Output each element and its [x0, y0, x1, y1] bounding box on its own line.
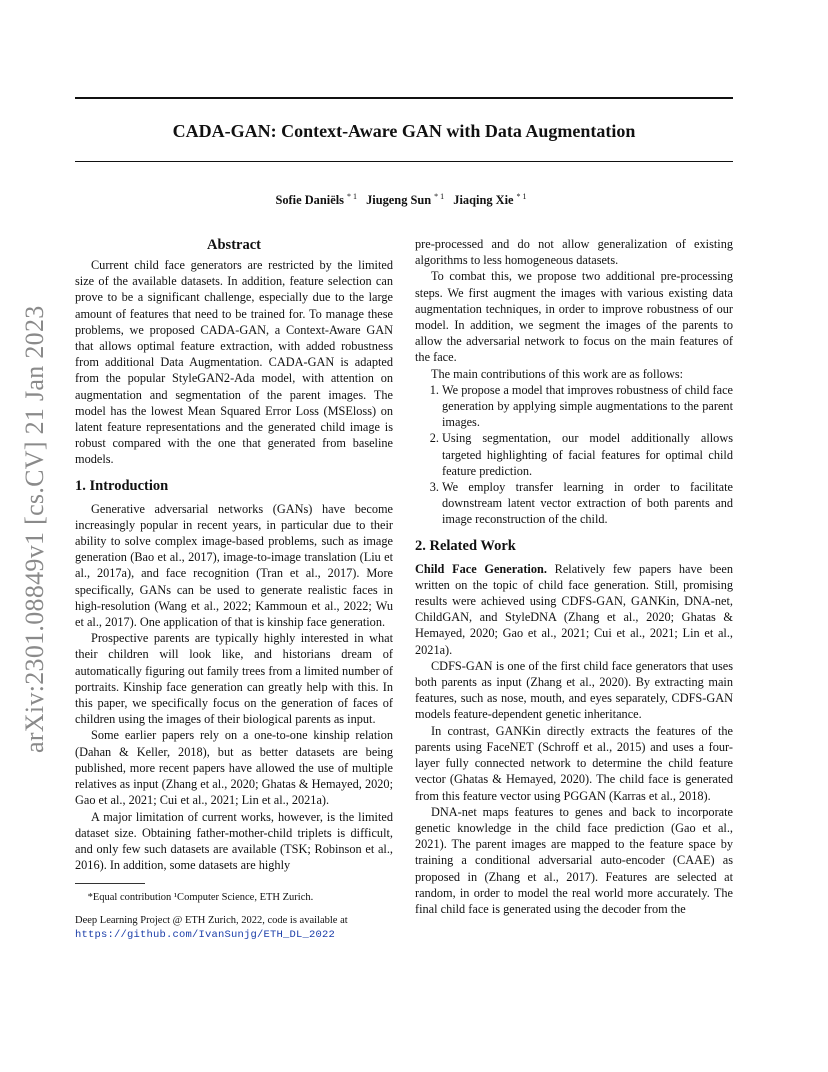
- intro-paragraph: A major limitation of current works, however, is the limited dataset size. Obtaining father-mother-child triplets is difficult, and only few such datasets are available (TSK; Robinson et al., 2016). In addition, some datasets are highly: [75, 809, 393, 873]
- related-paragraph: CDFS-GAN is one of the first child face generators that uses both parents as input (Zhang et al., 2020). By extracting main features, such as nose, mouth, and eyes separately, CDFS-GAN models feature-dependent genetic inheritance.: [415, 658, 733, 722]
- intro-paragraph: The main contributions of this work are as follows:: [430, 366, 684, 381]
- paper-title: CADA-GAN: Context-Aware GAN with Data Augmentation: [172, 121, 636, 141]
- footnotes: [75, 890, 393, 943]
- contributions-list: [415, 382, 733, 528]
- contribution-footnote: *Equal contribution ¹Computer Science, ETH Zurich.: [87, 892, 314, 904]
- related-paragraph: [415, 561, 733, 658]
- contribution-item: 2. Using segmentation, our model additionally allows targeted highlighting of facial features for optimal child feature prediction.: [442, 430, 733, 479]
- code-link[interactable]: https://github.com/IvanSunjg/ETH_DL_2022: [75, 929, 336, 942]
- related-text: Relatively few papers have been written on the topic of child face generation. Still, promising results were achieved using CDFS-GAN, GANKin, DNA-net, ChildGAN, and StyleDNA (Zhang et al., 2020; Ghatas & Hemayed, 2020; Gao et al., 2021; Cui et al., 2021; Lin et al., 2021a).: [415, 561, 733, 657]
- related-paragraph: DNA-net maps features to genes and back to incorporate genetic knowledge in the child face prediction (Gao et al., 2021). The parent images are mapped to the feature space by training a conditional adversarial auto-encoder (CAAE) as proposed in (Zhang et al., 2017). Features are selected at random, in order to model the real world more accurately. The final child face is generated using the decoder from the: [415, 804, 733, 916]
- author-mark: * 1: [346, 192, 357, 201]
- introduction-heading: 1. Introduction: [75, 477, 169, 494]
- arxiv-identifier: arXiv:2301.08849v1 [cs.CV] 21 Jan 2023: [20, 305, 49, 753]
- author-name: Sofie Daniëls: [275, 193, 344, 207]
- intro-paragraph: Prospective parents are typically highly interested in what their children will look like, and historians dream of automatically figuring out family trees from a limited number of portraits. Kinship face generation can greatly help with this. In this paper, we specifically focus on the generation of faces of children using the images of their biological parents as input.: [75, 631, 393, 727]
- abstract-heading: Abstract: [207, 237, 261, 253]
- left-column: [75, 236, 393, 943]
- title-rule-top: [75, 97, 733, 99]
- intro-paragraph: To combat this, we propose two additional pre-processing steps. We first augment the images with various existing data augmentation techniques, in order to improve robustness of our model. In addition, we segment the images of the parents to allow the adversarial network to focus on the main features of the face.: [415, 269, 733, 365]
- runin-heading: Child Face Generation.: [415, 561, 547, 576]
- footnote-divider: [75, 883, 145, 884]
- title-rule-bottom: [75, 161, 733, 162]
- related-paragraph: In contrast, GANKin directly extracts the features of the parents using FaceNET (Schroff et al., 2015) and uses a four-layer fully connected network to determine the child feature vector (Ghatas & Hemayed, 2020). The child face is generated from this feature vector using PGGAN (Karras et al., 2018).: [415, 723, 733, 803]
- abstract-text: Current child face generators are restricted by the limited size of the available datasets. In addition, feature selection can prove to be a significant challenge, especially due to the large amount of features that need to be trained for. To manage these problems, we proposed CADA-GAN, a Context-Aware GAN that allows optimal feature extraction, with added robustness from additional Data Augmentation. CADA-GAN is adapted from the popular StyleGAN2-Ada model, with attention on augmentation and segmentation of the parent images. The model has the lowest Mean Squared Error Loss (MSEloss) on latent feature representations and the generated child image is robust compared with the one that generated from baseline models.: [75, 258, 393, 467]
- right-column: [415, 236, 733, 917]
- intro-paragraph: Some earlier papers rely on a one-to-one kinship relation (Dahan & Keller, 2018), but as better datasets are being published, more recent papers have allowed the use of multiple relatives as input (Zhang et al., 2020; Ghatas & Hemayed, 2020; Gao et al., 2021; Cui et al., 2021; Lin et al., 2021a).: [75, 728, 393, 808]
- related-work-heading: 2. Related Work: [415, 537, 516, 554]
- project-footnote: Deep Learning Project @ ETH Zurich, 2022, code is available at: [75, 915, 348, 927]
- author-name: Jiaqing Xie: [453, 193, 514, 207]
- intro-paragraph: Generative adversarial networks (GANs) have become increasingly popular in recent years, in particular due to their ability to solve complex image-based problems, such as image generation (Bao et al., 2017), image-to-image translation (Liu et al., 2017a), and face recognition (Tran et al., 2017). More specifically, GANs can be used to generate realistic faces in high-resolution (Wang et al., 2022; Kammoun et al., 2022; Wu et al., 2017). One application of that is kinship face generation.: [75, 501, 393, 630]
- author-name: Jiugeng Sun: [366, 193, 432, 207]
- author-mark: * 1: [516, 192, 527, 201]
- intro-paragraph: pre-processed and do not allow generalization of existing algorithms to less homogeneous datasets.: [415, 237, 733, 268]
- author-list: [75, 192, 733, 208]
- contribution-item: 3. We employ transfer learning in order to facilitate downstream latent vector extraction of both parents and image reconstruction of the child.: [442, 479, 733, 528]
- author-mark: * 1: [434, 192, 445, 201]
- contribution-item: 1. We propose a model that improves robustness of child face generation by applying simple augmentations to the parent images.: [442, 382, 733, 431]
